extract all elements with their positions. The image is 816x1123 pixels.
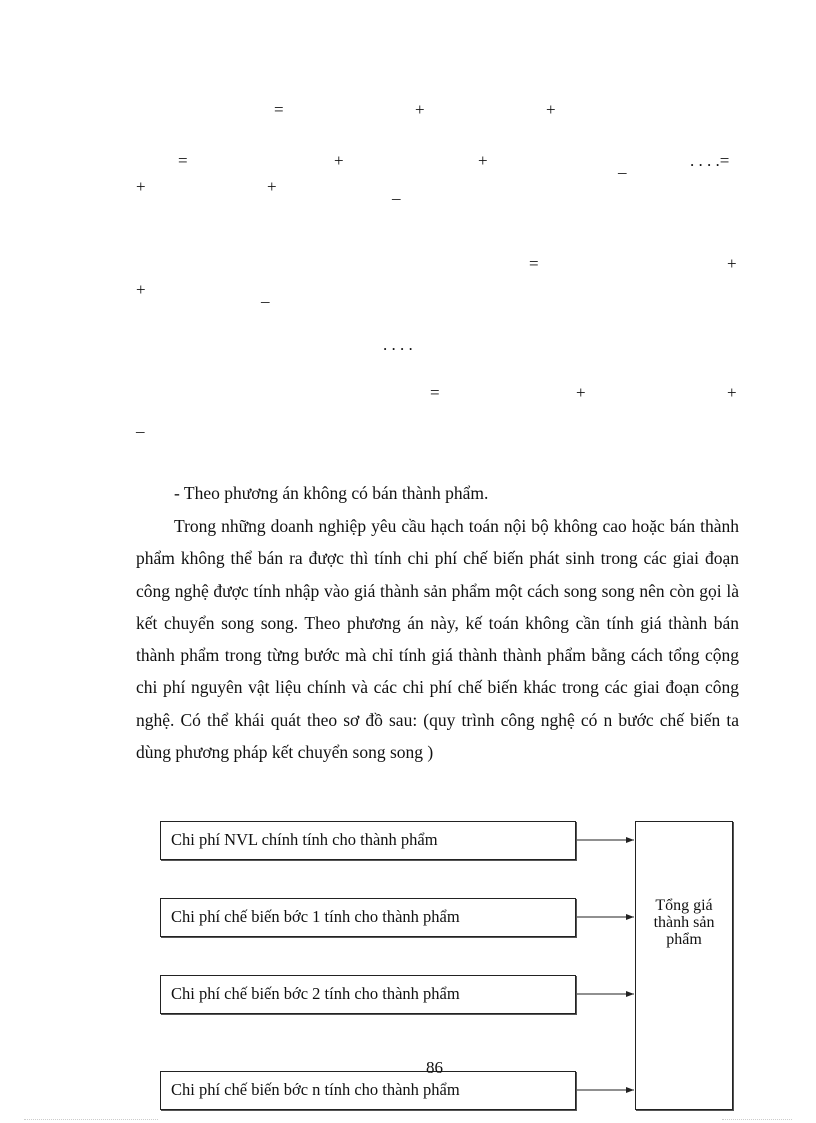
plus-sign: + [546,100,556,119]
diagram-box-label: Chi phí chế biến bớc n tính cho thành phẩm [171,1080,460,1100]
diagram-box-label: Chi phí chế biến bớc 2 tính cho thành phẩm [171,984,460,1004]
ellipsis: . . . . [383,335,413,354]
diagram-box-label: Chi phí NVL chính tính cho thành phẩm [171,830,438,850]
footer-dotted-rule [24,1119,158,1121]
section-heading: - Theo phương án không có bán thành phẩm. [174,483,489,503]
diagram-box-total-cost [635,821,733,1110]
plus-sign: + [576,383,586,402]
ellipsis-equals: . . . .= [690,151,730,170]
plus-sign: + [267,177,277,196]
minus-sign: _ [261,286,270,305]
diagram-box-step-1-cost [160,898,576,937]
total-cost-label: Tổng giá thành sản phẩm [653,897,715,948]
plus-sign: + [136,177,146,196]
page-number: 86 [426,1058,443,1077]
equals-sign: = [430,383,440,402]
equals-sign: = [529,254,539,273]
plus-sign: + [334,151,344,170]
diagram-box-step-2-cost [160,975,576,1014]
plus-sign: + [136,280,146,299]
plus-sign: + [415,100,425,119]
equals-sign: = [274,100,284,119]
body-paragraph: Trong những doanh nghiệp yêu cầu hạch toán nội bộ không cao hoặc bán thành phẩm không thể bán ra được thì tính chi phí chế biến phát sinh trong các giai đoạn công nghệ được tính nhập vào giá thành sản phẩm một cách song song nên còn gọi là kết chuyển song song. Theo phương án này, kế toán không cần tính giá thành bán thành phẩm trong từng bước mà chỉ tính giá thành thành phẩm bằng cách tổng cộng chi phí nguyên vật liệu chính và các chi phí chế biến khác trong các giai đoạn công nghệ. Có thể khái quát theo sơ đồ sau: (quy trình công nghệ có n bước chế biến ta dùng phương pháp kết chuyển song song ) [136,516,739,763]
diagram-box-material-cost [160,821,576,860]
diagram-box-label: Chi phí chế biến bớc 1 tính cho thành phẩm [171,907,460,927]
equals-sign: = [178,151,188,170]
minus-sign: _ [136,416,145,435]
plus-sign: + [478,151,488,170]
diagram-box-step-n-cost [160,1071,576,1110]
plus-sign: + [727,254,737,273]
minus-sign: _ [392,183,401,202]
footer-dotted-rule [722,1119,792,1121]
minus-sign: _ [618,157,627,176]
plus-sign: + [727,383,737,402]
